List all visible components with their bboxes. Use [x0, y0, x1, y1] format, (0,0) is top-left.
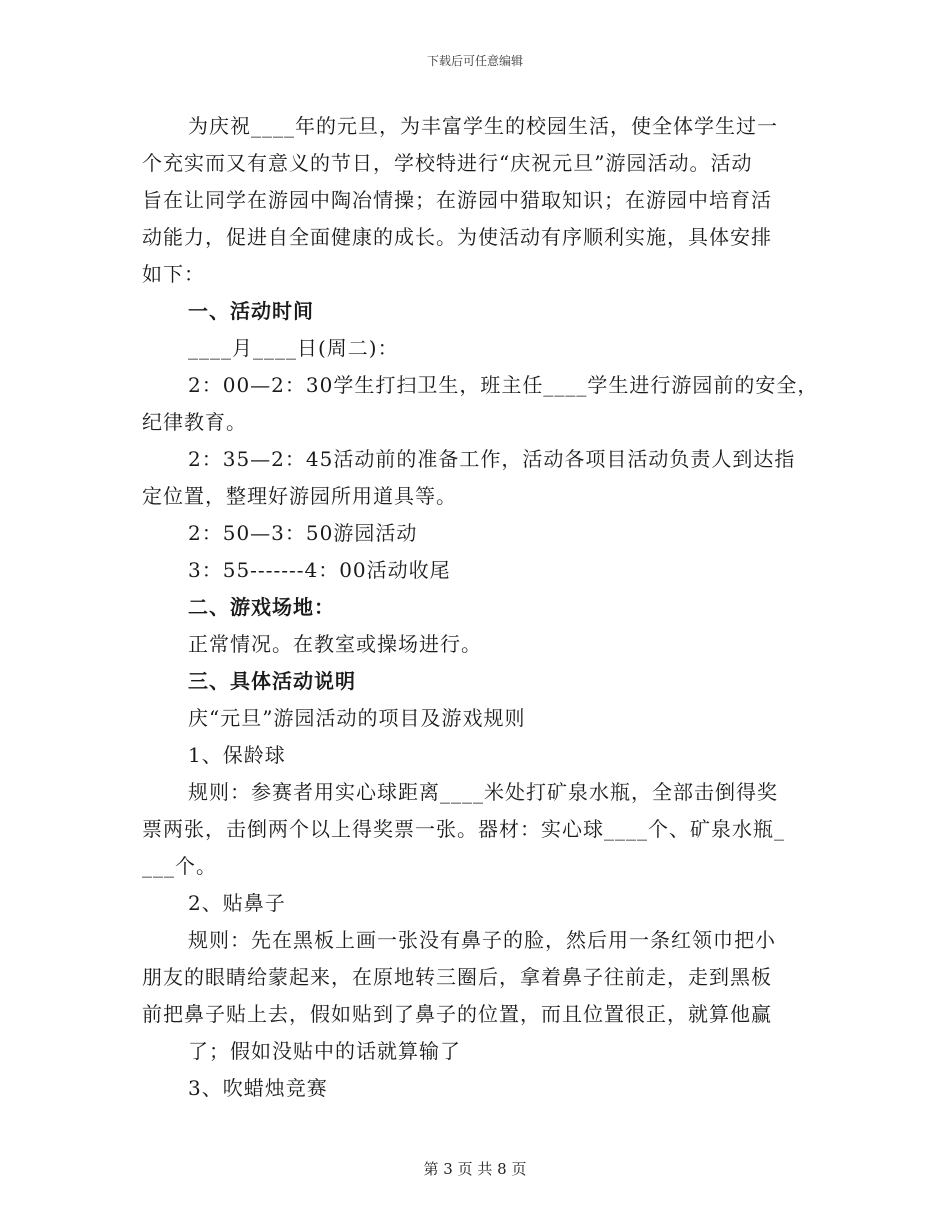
document-body: [142, 108, 819, 1107]
item-title: 1、保龄球: [188, 743, 286, 767]
paragraph-line: 庆“元旦”游园活动的项目及游戏规则: [188, 706, 526, 730]
paragraph-line: 为庆祝____年的元旦，为丰富学生的校园生活，使全体学生过一: [188, 114, 778, 138]
paragraph-line: 2：35—2：45活动前的准备工作，活动各项目活动负责人到达指: [188, 447, 796, 471]
page-header-note: 下载后可任意编辑: [426, 54, 523, 68]
paragraph-line: ____月____日(周二)：: [188, 336, 399, 360]
item-title: 2、贴鼻子: [188, 891, 286, 915]
section-heading: 三、具体活动说明: [188, 669, 356, 693]
paragraph-line: 动能力，促进自全面健康的成长。为使活动有序顺利实施，具体安排: [142, 225, 772, 249]
paragraph-line: 朋友的眼睛给蒙起来，在原地转三圈后，拿着鼻子往前走，走到黑板: [142, 965, 772, 989]
paragraph-line: 正常情况。在教室或操场进行。: [188, 632, 482, 656]
paragraph-line: 规则：参赛者用实心球距离____米处打矿泉水瓶，全部击倒得奖: [188, 780, 778, 804]
paragraph-line: 3：55-------4：00活动收尾: [188, 558, 451, 582]
paragraph-line: ___个。: [142, 854, 217, 878]
section-heading: 一、活动时间: [188, 299, 314, 323]
paragraph-line: 规则：先在黑板上画一张没有鼻子的脸，然后用一条红领巾把小: [188, 928, 776, 952]
paragraph-line: 个充实而又有意义的节日，学校特进行“庆祝元旦”游园活动。活动: [142, 151, 753, 175]
paragraph-line: 定位置，整理好游园所用道具等。: [142, 484, 457, 508]
item-title: 3、吹蜡烛竞赛: [188, 1076, 328, 1100]
paragraph-line: 了；假如没贴中的话就算输了: [188, 1039, 461, 1063]
paragraph-line: 旨在让同学在游园中陶冶情操；在游园中猎取知识；在游园中培育活: [142, 188, 772, 212]
paragraph-line: 前把鼻子贴上去，假如贴到了鼻子的位置，而且位置很正，就算他赢: [142, 1002, 772, 1026]
paragraph-line: 如下：: [142, 262, 205, 286]
paragraph-line: 票两张，击倒两个以上得奖票一张。器材：实心球____个、矿泉水瓶_: [142, 817, 785, 841]
paragraph-line: 2：50—3：50游园活动: [188, 521, 418, 545]
page-number: 第 3 页 共 8 页: [423, 1160, 527, 1178]
paragraph-line: 2：00—2：30学生打扫卫生，班主任____学生进行游园前的安全，: [188, 373, 819, 397]
section-heading: 二、游戏场地：: [188, 595, 335, 619]
paragraph-line: 纪律教育。: [142, 410, 247, 434]
